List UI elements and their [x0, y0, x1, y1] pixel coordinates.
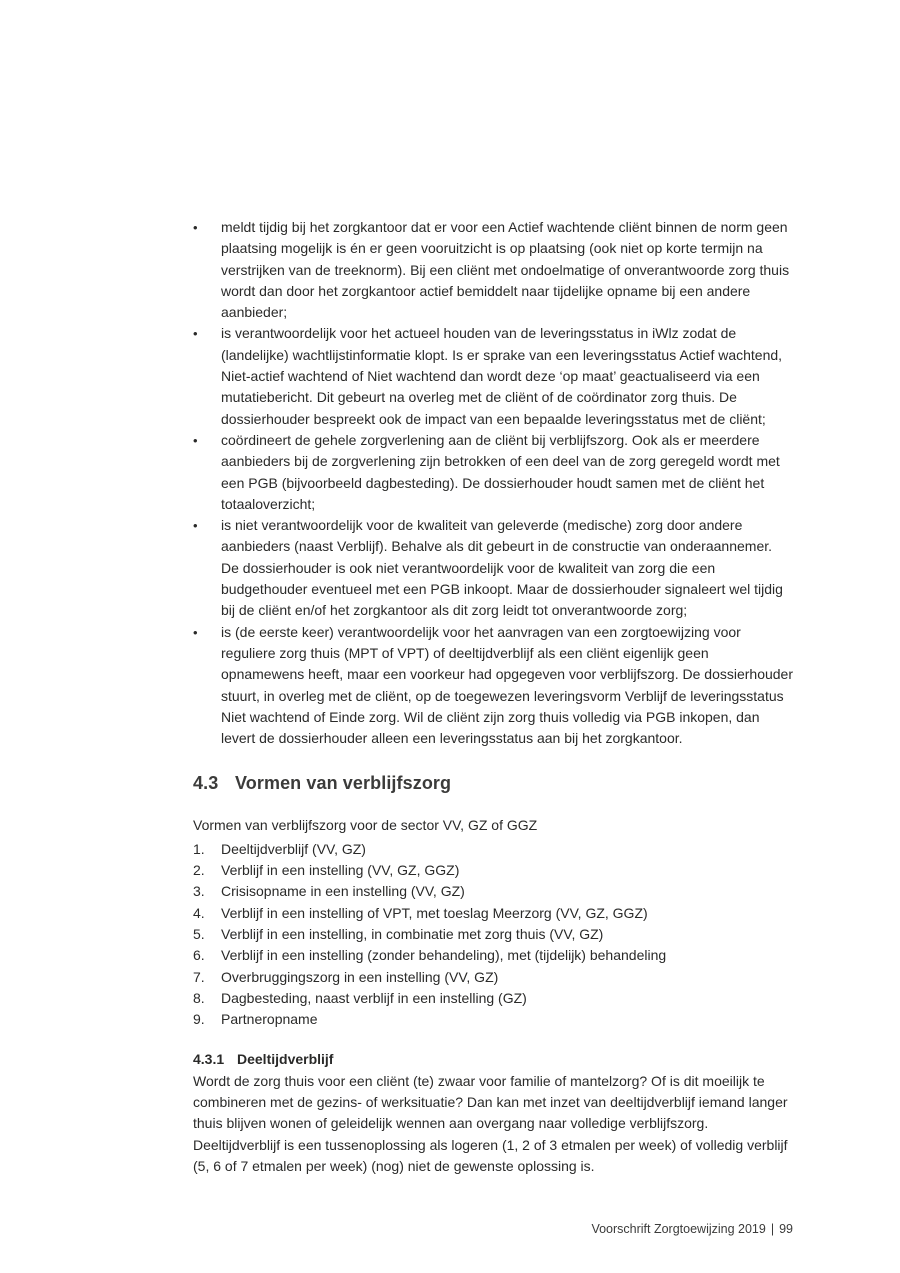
bullet-text: is verantwoordelijk voor het actueel houden van de leveringsstatus in iWlz zodat de (landelijke) wachtlijstinformatie klopt. Is er sprake van een leveringsstatus Actief wachtend, Niet-actief wachtend of Niet wachtend dan wordt deze ‘op maat’ geactualiseerd via een mutatiebericht. Dit gebeurt na overleg met de cliënt of de coördinator zorg thuis. De dossierhouder bespreekt ook de impact van een bepaalde leveringsstatus met de cliënt;	[221, 325, 783, 427]
item-text: Partneropname	[221, 1011, 318, 1028]
numbered-item	[193, 1009, 793, 1030]
item-text: Deeltijdverblijf (VV, GZ)	[221, 840, 366, 857]
numbered-item	[193, 945, 793, 966]
bullet-text: meldt tijdig bij het zorgkantoor dat er voor een Actief wachtende cliënt binnen de norm geen plaatsing mogelijk is én er geen vooruitzicht is op plaatsing (ook niet op korte termijn na verstrijken van de treeknorm). Bij een cliënt met ondoelmatige of onverantwoorde zorg thuis wordt dan door het zorgkantoor actief bemiddelt naar tijdelijke opname bij een andere aanbieder;	[221, 219, 790, 321]
numbered-item	[193, 860, 793, 881]
item-text: Crisisopname in een instelling (VV, GZ)	[221, 883, 465, 900]
subsection-title: Deeltijdverblijf	[237, 1051, 334, 1068]
item-number: 8.	[193, 989, 205, 1006]
bullet-marker: •	[193, 518, 198, 534]
section-number: 4.3	[193, 773, 219, 794]
item-number: 1.	[193, 840, 205, 857]
numbered-item	[193, 903, 793, 924]
bullet-item	[193, 515, 793, 621]
item-number: 7.	[193, 968, 205, 985]
item-text: Verblijf in een instelling of VPT, met toeslag Meerzorg (VV, GZ, GGZ)	[221, 904, 648, 921]
page-content	[193, 217, 793, 1177]
item-number: 4.	[193, 904, 205, 921]
section-heading	[193, 771, 793, 795]
numbered-item	[193, 967, 793, 988]
bullet-item	[193, 323, 793, 429]
bullet-marker: •	[193, 220, 198, 235]
item-text: Overbruggingszorg in een instelling (VV, GZ)	[221, 968, 499, 985]
page-footer	[591, 1222, 793, 1236]
subsection-heading	[193, 1049, 793, 1070]
bullet-item	[193, 430, 793, 515]
bullet-marker: •	[193, 624, 198, 640]
footer-title: Voorschrift Zorgtoewijzing 2019	[591, 1222, 766, 1236]
subsection-paragraph: Wordt de zorg thuis voor een cliënt (te) zwaar voor familie of mantelzorg? Of is dit moeilijk te combineren met de gezins- of werksituatie? Dan kan met inzet van deeltijdverblijf iemand langer thuis blijven wonen of geleidelijk wennen aan overgang naar volledige verblijfszorg. Deeltijdverblijf is een tussenoplossing als logeren (1, 2 of 3 etmalen per week) of volledig verblijf (5, 6 of 7 etmalen per week) (nog) niet de gewenste oplossing is.	[193, 1072, 788, 1174]
item-number: 2.	[193, 862, 205, 879]
bullet-item	[193, 622, 793, 750]
bullet-marker: •	[193, 432, 198, 448]
numbered-item	[193, 881, 793, 902]
numbered-item	[193, 924, 793, 945]
bullet-text: coördineert de gehele zorgverlening aan de cliënt bij verblijfszorg. Ook als er meerdere aanbieders bij de zorgverlening zijn betrokken of een deel van de zorg geregeld wordt met een PGB (bijvoorbeeld dagbesteding). De dossierhouder houdt samen met de cliënt het totaaloverzicht;	[221, 431, 780, 512]
footer-page-number: 99	[779, 1222, 793, 1236]
bullet-list	[193, 217, 793, 749]
bullet-marker: •	[193, 326, 198, 342]
item-number: 9.	[193, 1011, 205, 1028]
numbered-item	[193, 988, 793, 1009]
item-text: Verblijf in een instelling (VV, GZ, GGZ)	[221, 862, 460, 879]
subsection-number: 4.3.1	[193, 1051, 225, 1068]
intro-line: Vormen van verblijfszorg voor de sector VV, GZ of GGZ	[193, 817, 538, 834]
bullet-text: is (de eerste keer) verantwoordelijk voor het aanvragen van een zorgtoewijzing voor reguliere zorg thuis (MPT of VPT) of deeltijdverblijf als een cliënt eigenlijk geen opnamewens heeft, maar een voorkeur had opgegeven voor verblijfszorg. De dossierhouder stuurt, in overleg met de cliënt, op de toegewezen leveringsvorm Verblijf de leveringsstatus Niet wachtend of Einde zorg. Wil de cliënt zijn zorg thuis volledig via PGB inkopen, dan levert de dossierhouder alleen een leveringsstatus aan bij het zorgkantoor.	[221, 623, 794, 747]
item-number: 5.	[193, 925, 205, 942]
bullet-text: is niet verantwoordelijk voor de kwaliteit van geleverde (medische) zorg door andere aanbieders (naast Verblijf). Behalve als dit gebeurt in de constructie van onderaannemer. De dossierhouder is ook niet verantwoordelijk voor de kwaliteit van zorg die een budgethouder eventueel met een PGB inkoopt. Maar de dossierhouder signaleert wel tijdig bij de cliënt en/of het zorgkantoor als dit zorg leidt tot onverantwoorde zorg;	[221, 517, 783, 619]
item-text: Verblijf in een instelling, in combinatie met zorg thuis (VV, GZ)	[221, 925, 604, 942]
item-text: Dagbesteding, naast verblijf in een instelling (GZ)	[221, 989, 527, 1006]
footer-separator: |	[770, 1222, 775, 1236]
bullet-item	[193, 217, 793, 323]
section-title: Vormen van verblijfszorg	[235, 773, 452, 794]
item-text: Verblijf in een instelling (zonder behandeling), met (tijdelijk) behandeling	[221, 947, 667, 964]
numbered-list	[193, 839, 793, 1031]
numbered-item	[193, 839, 793, 860]
item-number: 6.	[193, 947, 205, 964]
item-number: 3.	[193, 883, 205, 900]
